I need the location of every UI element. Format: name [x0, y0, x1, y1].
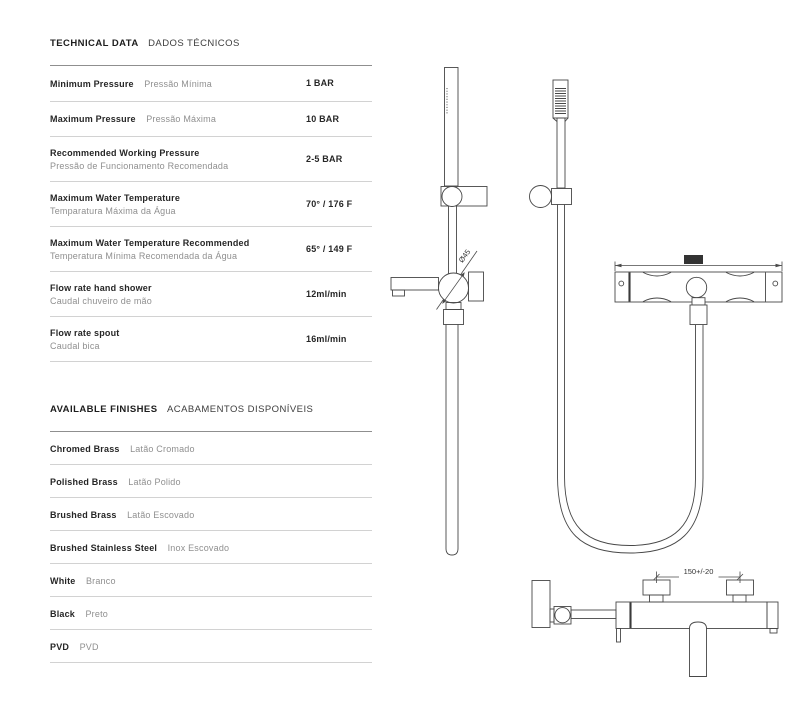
row-label-en: Maximum Pressure — [50, 114, 136, 124]
drawing-top-view — [615, 255, 782, 325]
table-row — [50, 317, 372, 362]
spout-aerator — [393, 290, 405, 296]
drawing-front-view — [391, 68, 487, 556]
row-label-en: Recommended Working Pressure — [50, 148, 200, 158]
row-label-en: Flow rate spout — [50, 328, 120, 338]
finish-row — [50, 465, 372, 498]
screw-hole-right — [773, 281, 778, 286]
wall-holder-knob — [530, 186, 552, 208]
finish-label-en: Brushed Brass — [50, 509, 117, 520]
row-label-pt: Pressão de Funcionamento Recomendada — [50, 160, 229, 171]
row-label-pt: Temparatura Máxima da Água — [50, 205, 176, 216]
hose-inner — [565, 205, 696, 546]
row-label-pt: Caudal chuveiro de mão — [50, 295, 152, 306]
technical-data-section — [50, 33, 372, 362]
row-label-pt: Pressão Mínima — [144, 78, 213, 89]
row-value: 16ml/min — [306, 334, 347, 344]
dim-label-inlet-spacing: 150+/-20 — [683, 567, 714, 576]
dim-label-bar-width: 300 — [687, 256, 700, 266]
available-finishes-section — [50, 399, 372, 663]
diverter-knob-top-view — [686, 277, 706, 297]
finish-row — [50, 564, 372, 597]
support-arm — [571, 610, 616, 619]
drawing-side-view-mixer — [532, 567, 778, 677]
technical-data-header — [50, 33, 372, 66]
row-label-en: Maximum Water Temperature — [50, 193, 181, 203]
spout — [391, 278, 439, 291]
row-label-en: Maximum Water Temperature Recommended — [50, 238, 250, 248]
section-title-en: TECHNICAL DATA — [50, 38, 139, 49]
row-label-pt: Caudal bica — [50, 340, 100, 351]
row-value: 1 BAR — [306, 78, 335, 89]
finish-row — [50, 597, 372, 630]
finish-label-pt: Latão Escovado — [127, 509, 195, 520]
drawing-side-view-handshower — [530, 80, 704, 553]
row-label-pt: Pressão Máxima — [146, 114, 217, 124]
finish-label-en: Polished Brass — [50, 476, 118, 487]
finish-label-en: Black — [50, 608, 76, 619]
finish-row — [50, 531, 372, 564]
finish-label-pt: Branco — [85, 575, 116, 586]
valve-knob — [469, 272, 484, 301]
hand-shower-hose — [446, 325, 458, 556]
finish-label-en: Brushed Stainless Steel — [50, 542, 158, 553]
wall-holder-bracket — [552, 189, 572, 205]
slider-knob — [442, 187, 462, 207]
hose-outlet-pin — [617, 629, 621, 643]
row-value: 10 BAR — [306, 113, 340, 124]
row-value: 2-5 BAR — [306, 154, 343, 164]
dim-label-diameter: Ø45 — [456, 247, 473, 265]
table-row — [50, 102, 372, 138]
table-row — [50, 227, 372, 272]
section-title-pt: ACABAMENTOS DISPONÍVEIS — [166, 404, 314, 415]
row-value: 70° / 176 F — [306, 199, 353, 209]
table-row — [50, 66, 372, 102]
table-row — [50, 182, 372, 227]
finish-row — [50, 630, 372, 663]
section-title-pt: DADOS TÉCNICOS — [148, 38, 240, 49]
end-cap — [767, 602, 778, 629]
finish-label-en: PVD — [50, 641, 70, 652]
row-label-en: Flow rate hand shower — [50, 283, 152, 293]
finish-row — [50, 498, 372, 531]
finish-row — [50, 432, 372, 465]
table-row — [50, 272, 372, 317]
finish-label-pt: Latão Polido — [128, 476, 181, 487]
tub-spout — [690, 622, 707, 677]
row-value: 12ml/min — [306, 289, 347, 299]
finish-label-en: Chromed Brass — [50, 443, 120, 454]
technical-drawings — [380, 55, 790, 705]
finish-label-pt: Latão Cromado — [130, 443, 195, 454]
row-label-en: Minimum Pressure — [50, 78, 134, 89]
finish-label-en: White — [50, 575, 76, 586]
section-title-en: AVAILABLE FINISHES — [50, 404, 158, 415]
table-row — [50, 137, 372, 182]
holder-knob — [555, 608, 570, 623]
finish-label-pt: Preto — [85, 608, 108, 619]
row-label-pt: Temperatura Mínima Recomendada da Água — [50, 250, 238, 261]
hose-outer — [558, 205, 704, 554]
available-finishes-header — [50, 399, 372, 432]
screw-hole-left — [619, 281, 624, 286]
row-value: 65° / 149 F — [306, 244, 353, 254]
finish-label-pt: Inox Escovado — [167, 542, 230, 553]
holder-backplate — [532, 581, 550, 628]
spray-face-hatch — [555, 89, 566, 114]
finish-label-pt: PVD — [79, 641, 99, 652]
